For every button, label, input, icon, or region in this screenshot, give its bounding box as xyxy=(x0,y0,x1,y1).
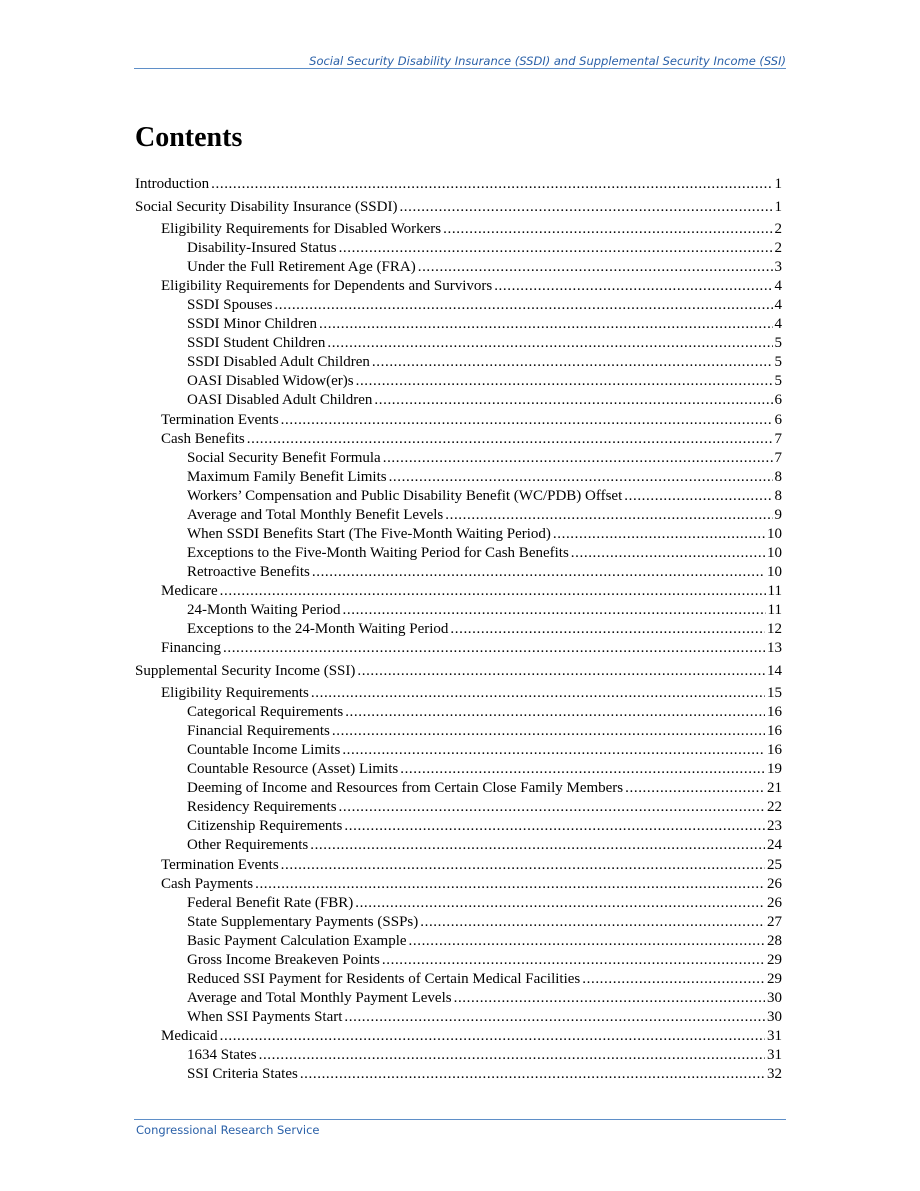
toc-entry-page: 1 xyxy=(774,199,782,215)
toc-entry-label: When SSI Payments Start xyxy=(187,1009,343,1025)
toc-entry-label: Average and Total Monthly Payment Levels xyxy=(187,990,452,1006)
toc-entry-label: Introduction xyxy=(135,176,210,192)
toc-entry[interactable] xyxy=(187,741,782,760)
toc-entry[interactable] xyxy=(187,817,782,836)
toc-entry[interactable] xyxy=(187,620,782,639)
toc-dot-leader xyxy=(311,684,765,703)
toc-entry-page: 14 xyxy=(767,663,782,679)
toc-entry-label: Average and Total Monthly Benefit Levels xyxy=(187,507,444,523)
toc-dot-leader xyxy=(211,175,772,194)
toc-dot-leader xyxy=(220,582,766,601)
toc-dot-leader xyxy=(625,779,765,798)
toc-entry-label: Basic Payment Calculation Example xyxy=(187,933,407,949)
toc-dot-leader xyxy=(420,913,765,932)
toc-entry-label: Other Requirements xyxy=(187,837,309,853)
toc-entry[interactable] xyxy=(161,684,782,703)
toc-entry[interactable] xyxy=(187,391,782,410)
footer-text: Congressional Research Service xyxy=(136,1123,320,1137)
toc-entry[interactable] xyxy=(187,894,782,913)
toc-entry[interactable] xyxy=(161,856,782,875)
toc-entry[interactable] xyxy=(187,951,782,970)
toc-entry-page: 12 xyxy=(767,621,782,637)
toc-entry-page: 31 xyxy=(767,1028,782,1044)
toc-entry-page: 15 xyxy=(767,685,782,701)
toc-dot-leader xyxy=(310,836,765,855)
toc-entry-label: Cash Benefits xyxy=(161,431,245,447)
toc-entry-label: Medicaid xyxy=(161,1028,218,1044)
toc-entry-page: 31 xyxy=(767,1047,782,1063)
toc-dot-leader xyxy=(372,353,773,372)
toc-entry-page: 10 xyxy=(767,526,782,542)
toc-entry-page: 2 xyxy=(774,240,782,256)
toc-dot-leader xyxy=(383,449,773,468)
toc-dot-leader xyxy=(418,258,773,277)
toc-dot-leader xyxy=(382,951,765,970)
toc-entry-label: Medicare xyxy=(161,583,218,599)
toc-entry[interactable] xyxy=(187,315,782,334)
toc-entry-label: Deeming of Income and Resources from Certain Close Family Members xyxy=(187,780,624,796)
toc-entry-label: Federal Benefit Rate (FBR) xyxy=(187,895,354,911)
toc-dot-leader xyxy=(281,411,773,430)
toc-entry-page: 2 xyxy=(774,221,782,237)
toc-dot-leader xyxy=(220,1027,765,1046)
toc-entry-page: 25 xyxy=(767,857,782,873)
toc-dot-leader xyxy=(624,487,772,506)
toc-dot-leader xyxy=(399,198,772,217)
toc-entry-page: 26 xyxy=(767,876,782,892)
toc-entry-label: Reduced SSI Payment for Residents of Certain Medical Facilities xyxy=(187,971,581,987)
toc-entry-label: OASI Disabled Adult Children xyxy=(187,392,373,408)
toc-entry-label: Cash Payments xyxy=(161,876,254,892)
toc-dot-leader xyxy=(274,296,772,315)
toc-dot-leader xyxy=(255,875,765,894)
toc-entry-page: 4 xyxy=(774,316,782,332)
toc-dot-leader xyxy=(553,525,765,544)
toc-dot-leader xyxy=(389,468,773,487)
toc-entry[interactable] xyxy=(187,989,782,1008)
toc-dot-leader xyxy=(332,722,765,741)
toc-entry-page: 4 xyxy=(774,297,782,313)
toc-entry-page: 5 xyxy=(774,373,782,389)
toc-entry-label: Countable Resource (Asset) Limits xyxy=(187,761,399,777)
toc-entry-page: 16 xyxy=(767,704,782,720)
toc-dot-leader xyxy=(409,932,765,951)
toc-entry-page: 29 xyxy=(767,952,782,968)
toc-entry[interactable] xyxy=(187,722,782,741)
toc-entry-page: 8 xyxy=(774,469,782,485)
toc-entry-label: Under the Full Retirement Age (FRA) xyxy=(187,259,416,275)
toc-entry-page: 30 xyxy=(767,990,782,1006)
toc-entry-page: 8 xyxy=(774,488,782,504)
toc-entry[interactable] xyxy=(135,198,782,217)
toc-entry-page: 21 xyxy=(767,780,782,796)
toc-entry[interactable] xyxy=(135,662,782,681)
toc-entry[interactable] xyxy=(135,175,782,194)
toc-entry[interactable] xyxy=(161,430,782,449)
toc-entry-page: 11 xyxy=(767,602,782,618)
toc-entry-label: 1634 States xyxy=(187,1047,257,1063)
toc-entry-label: Categorical Requirements xyxy=(187,704,344,720)
toc-entry-label: SSDI Student Children xyxy=(187,335,326,351)
toc-entry-page: 1 xyxy=(774,176,782,192)
toc-entry[interactable] xyxy=(187,239,782,258)
toc-entry-page: 10 xyxy=(767,564,782,580)
toc-entry-label: Exceptions to the 24-Month Waiting Period xyxy=(187,621,449,637)
toc-entry[interactable] xyxy=(161,411,782,430)
toc-entry-label: Eligibility Requirements xyxy=(161,685,309,701)
toc-dot-leader xyxy=(259,1046,765,1065)
toc-entry[interactable] xyxy=(161,582,782,601)
toc-entry[interactable] xyxy=(187,544,782,563)
toc-dot-leader xyxy=(494,277,772,296)
toc-dot-leader xyxy=(342,741,765,760)
toc-entry[interactable] xyxy=(187,449,782,468)
toc-entry[interactable] xyxy=(161,639,782,658)
page-title: Contents xyxy=(135,122,243,153)
toc-entry-label: 24-Month Waiting Period xyxy=(187,602,341,618)
toc-entry-label: OASI Disabled Widow(er)s xyxy=(187,373,354,389)
toc-entry-page: 23 xyxy=(767,818,782,834)
toc-entry-page: 16 xyxy=(767,742,782,758)
toc-entry[interactable] xyxy=(187,487,782,506)
toc-entry[interactable] xyxy=(187,353,782,372)
toc-dot-leader xyxy=(319,315,772,334)
toc-entry-page: 6 xyxy=(774,412,782,428)
toc-entry[interactable] xyxy=(187,913,782,932)
toc-dot-leader xyxy=(339,239,773,258)
toc-entry-page: 28 xyxy=(767,933,782,949)
toc-entry[interactable] xyxy=(187,836,782,855)
toc-dot-leader xyxy=(571,544,765,563)
toc-entry-label: When SSDI Benefits Start (The Five-Month Waiting Period) xyxy=(187,526,551,542)
toc-entry-label: Countable Income Limits xyxy=(187,742,341,758)
toc-entry-label: Disability-Insured Status xyxy=(187,240,337,256)
toc-entry[interactable] xyxy=(187,372,782,391)
toc-entry-page: 13 xyxy=(767,640,782,656)
footer-divider xyxy=(134,1119,786,1120)
toc-entry[interactable] xyxy=(187,1008,782,1027)
toc-entry-page: 7 xyxy=(774,450,782,466)
toc-dot-leader xyxy=(345,703,765,722)
toc-dot-leader xyxy=(344,817,765,836)
toc-entry[interactable] xyxy=(161,875,782,894)
toc-entry-page: 30 xyxy=(767,1009,782,1025)
toc-entry-page: 5 xyxy=(774,335,782,351)
toc-entry-label: Termination Events xyxy=(161,412,279,428)
toc-entry-page: 3 xyxy=(774,259,782,275)
toc-entry-page: 22 xyxy=(767,799,782,815)
toc-entry-page: 27 xyxy=(767,914,782,930)
toc-dot-leader xyxy=(357,662,765,681)
toc-entry[interactable] xyxy=(187,506,782,525)
toc-entry[interactable] xyxy=(187,1065,782,1084)
toc-dot-leader xyxy=(339,798,765,817)
toc-entry[interactable] xyxy=(187,258,782,277)
toc-entry-label: Termination Events xyxy=(161,857,279,873)
toc-entry-label: Maximum Family Benefit Limits xyxy=(187,469,387,485)
toc-dot-leader xyxy=(344,1008,765,1027)
toc-entry[interactable] xyxy=(187,970,782,989)
toc-dot-leader xyxy=(374,391,772,410)
toc-entry-label: Supplemental Security Income (SSI) xyxy=(135,663,356,679)
toc-dot-leader xyxy=(443,220,772,239)
toc-entry-page: 26 xyxy=(767,895,782,911)
toc-entry[interactable] xyxy=(161,1027,782,1046)
toc-entry-label: State Supplementary Payments (SSPs) xyxy=(187,914,419,930)
toc-dot-leader xyxy=(281,856,765,875)
toc-entry[interactable] xyxy=(187,779,782,798)
toc-entry-label: Workers’ Compensation and Public Disability Benefit (WC/PDB) Offset xyxy=(187,488,623,504)
toc-entry-label: SSI Criteria States xyxy=(187,1066,298,1082)
toc-entry-page: 10 xyxy=(767,545,782,561)
toc-entry-page: 24 xyxy=(767,837,782,853)
toc-entry[interactable] xyxy=(187,1046,782,1065)
toc-dot-leader xyxy=(400,760,765,779)
toc-entry-page: 11 xyxy=(767,583,782,599)
toc-entry-page: 32 xyxy=(767,1066,782,1082)
toc-entry[interactable] xyxy=(187,296,782,315)
toc-entry-label: Financial Requirements xyxy=(187,723,330,739)
toc-entry[interactable] xyxy=(187,932,782,951)
toc-dot-leader xyxy=(312,563,765,582)
toc-dot-leader xyxy=(343,601,766,620)
toc-entry-page: 4 xyxy=(774,278,782,294)
toc-entry-label: Citizenship Requirements xyxy=(187,818,343,834)
toc-entry-label: Residency Requirements xyxy=(187,799,337,815)
toc-entry[interactable] xyxy=(161,277,782,296)
toc-entry-label: SSDI Minor Children xyxy=(187,316,318,332)
toc-dot-leader xyxy=(356,372,773,391)
toc-entry-page: 19 xyxy=(767,761,782,777)
running-header: Social Security Disability Insurance (SSDI) and Supplemental Security Income (SSI) xyxy=(309,54,786,68)
toc-dot-leader xyxy=(247,430,773,449)
toc-dot-leader xyxy=(450,620,765,639)
toc-entry[interactable] xyxy=(187,798,782,817)
toc-entry-label: SSDI Spouses xyxy=(187,297,273,313)
toc-entry-page: 16 xyxy=(767,723,782,739)
toc-entry-label: SSDI Disabled Adult Children xyxy=(187,354,370,370)
toc-entry-label: Social Security Disability Insurance (SSDI) xyxy=(135,199,398,215)
toc-dot-leader xyxy=(445,506,772,525)
toc-entry-label: Exceptions to the Five-Month Waiting Period for Cash Benefits xyxy=(187,545,569,561)
toc-dot-leader xyxy=(327,334,772,353)
toc-entry[interactable] xyxy=(161,220,782,239)
toc-entry-page: 5 xyxy=(774,354,782,370)
toc-dot-leader xyxy=(582,970,765,989)
toc-entry-page: 29 xyxy=(767,971,782,987)
toc-entry-label: Social Security Benefit Formula xyxy=(187,450,381,466)
toc-entry-page: 9 xyxy=(774,507,782,523)
toc-entry-page: 7 xyxy=(774,431,782,447)
toc-entry[interactable] xyxy=(187,525,782,544)
toc-entry-label: Gross Income Breakeven Points xyxy=(187,952,380,968)
toc-dot-leader xyxy=(454,989,765,1008)
toc-entry[interactable] xyxy=(187,703,782,722)
toc-entry[interactable] xyxy=(187,601,782,620)
toc-entry[interactable] xyxy=(187,760,782,779)
toc-entry-label: Retroactive Benefits xyxy=(187,564,310,580)
toc-entry-label: Eligibility Requirements for Disabled Workers xyxy=(161,221,442,237)
toc-entry-label: Eligibility Requirements for Dependents and Survivors xyxy=(161,278,493,294)
toc-entry[interactable] xyxy=(187,563,782,582)
toc-entry[interactable] xyxy=(187,468,782,487)
toc-entry-label: Financing xyxy=(161,640,221,656)
toc-entry-page: 6 xyxy=(774,392,782,408)
toc-entry[interactable] xyxy=(187,334,782,353)
toc-dot-leader xyxy=(355,894,765,913)
toc-dot-leader xyxy=(223,639,765,658)
toc-dot-leader xyxy=(300,1065,765,1084)
